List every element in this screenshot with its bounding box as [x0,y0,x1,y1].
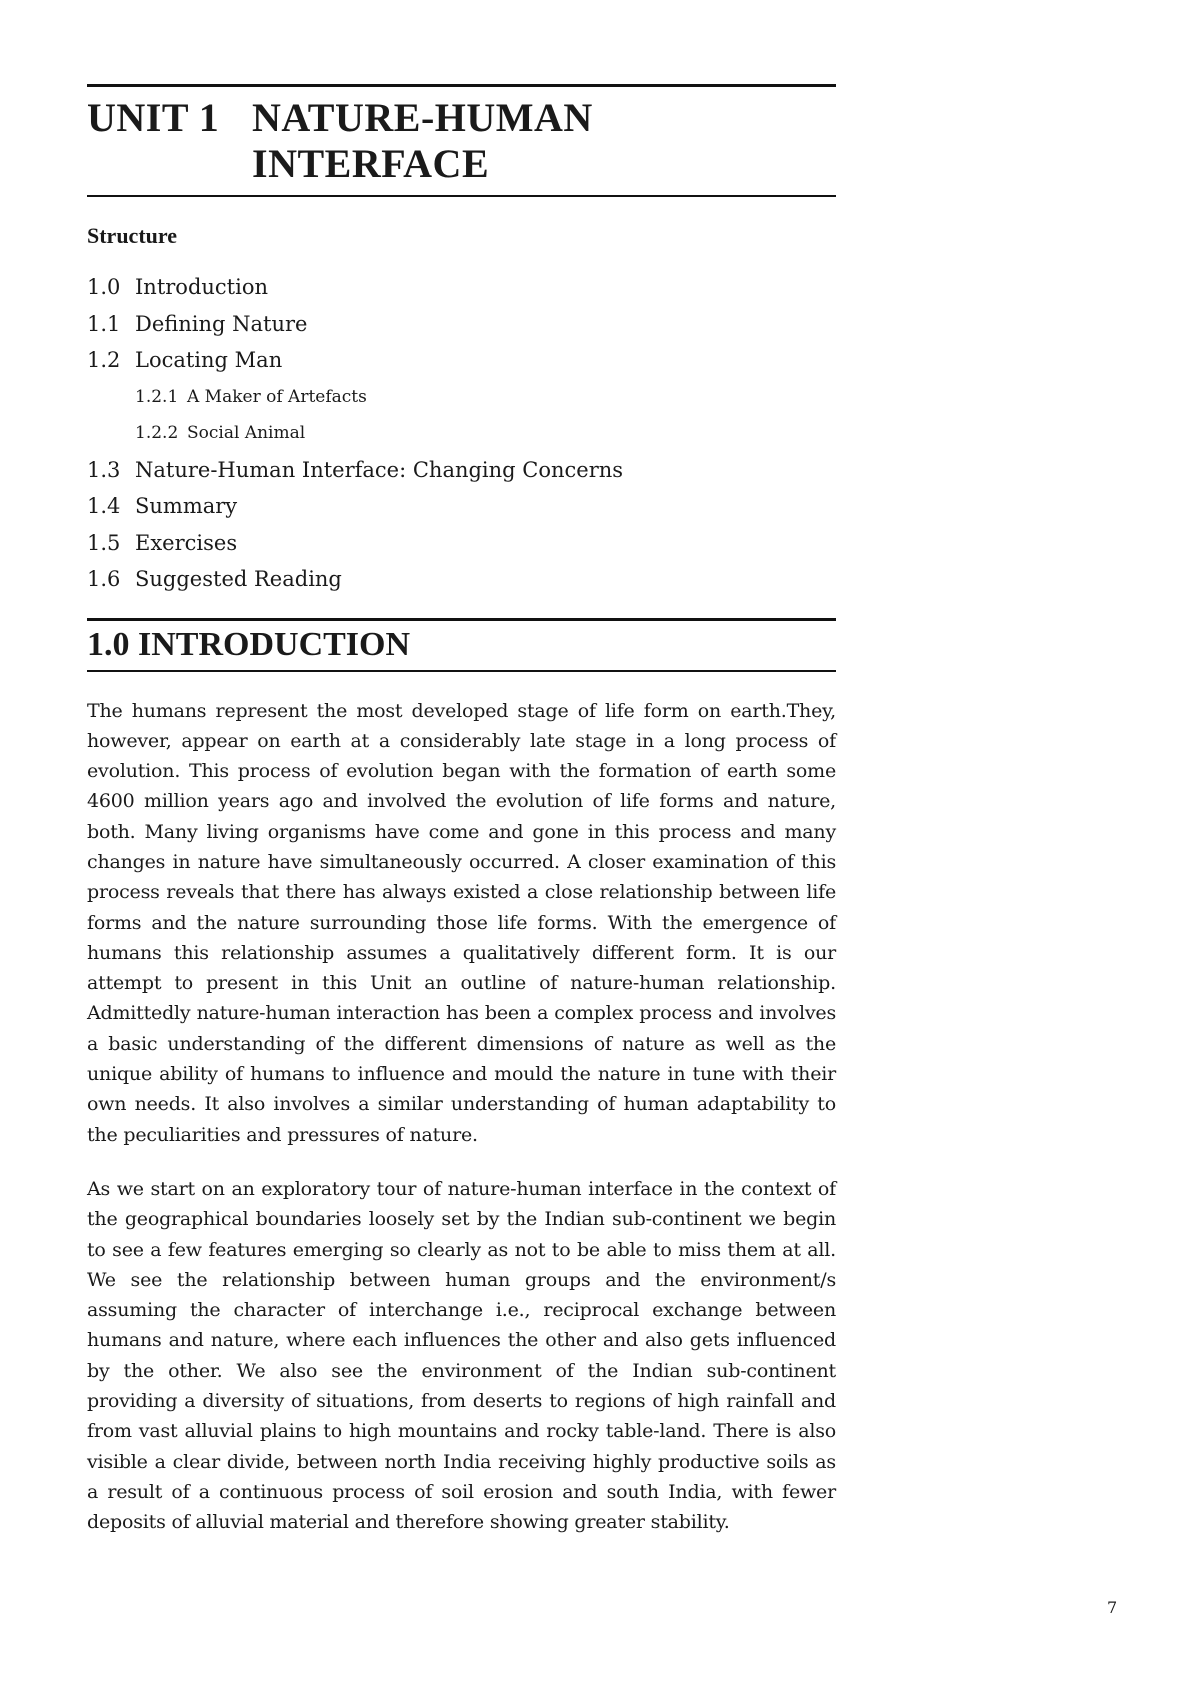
structure-heading: Structure [87,223,178,248]
toc-number: 1.1 [87,311,121,336]
toc-subitem [87,415,836,452]
toc-number: 1.4 [87,494,121,518]
toc-number: 1.6 [87,567,121,591]
toc-number: 1.2.2 [135,423,179,443]
toc-number: 1.0 [87,275,121,299]
toc-number: 1.2 [87,348,121,372]
toc-item [87,488,836,525]
introduction-section [87,618,836,1538]
toc-label: Defining Nature [135,311,308,336]
unit-title-line-2: INTERFACE [252,141,490,186]
unit-title-line-1: NATURE-HUMAN [252,95,593,140]
unit-title [87,87,836,195]
toc-label: Summary [135,494,238,518]
page-number: 7 [1107,1598,1118,1617]
title-bottom-rule [87,195,836,197]
toc-label: Nature-Human Interface: Changing Concerns [135,457,624,482]
toc-label: Social Animal [187,423,306,443]
toc-item [87,306,836,343]
structure-list [87,269,836,598]
toc-item [87,525,836,562]
toc-item [87,342,836,379]
toc-item [87,269,836,306]
toc-label: Exercises [135,530,238,555]
toc-number: 1.3 [87,457,121,482]
body-paragraph: The humans represent the most developed stage of life form on earth.They, however, appear on earth at a considerably late stage in a long process of evolution. This process of evolution began with the formation of earth some 4600 million years ago and involved the evolution of life forms and nature, both. Many living organisms have come and gone in this process and many changes in nature have simultaneously occurred. A closer examination of this process reveals that there has always existed a close relationship between life forms and the nature surrounding those life forms. With the emergence of humans this relationship assumes a qualitatively different form. It is our attempt to present in this Unit an outline of nature-human relationship. Admittedly nature-human interaction has been a complex process and involves a basic understanding of the different dimensions of nature as well as the unique ability of humans to influence and mould the nature in tune with their own needs. It also involves a similar understanding of human adaptability to the peculiarities and pressures of nature. [87,699,836,1146]
toc-number: 1.5 [87,530,121,555]
toc-label: Suggested Reading [135,567,342,591]
toc-label: Introduction [135,275,268,299]
body-paragraph: As we start on an exploratory tour of nature-human interface in the context of the geographical boundaries loosely set by the Indian sub-continent we begin to see a few features emerging so clearly as not to be able to miss them at all. We see the relationship between human groups and the environment/s assuming the character of interchange i.e., reciprocal exchange between humans and nature, where each influences the other and also gets influenced by the other. We also see the environment of the Indian sub-continent providing a diversity of situations, from deserts to regions of high rainfall and from vast alluvial plains to high mountains and rocky table-land. There is also visible a clear divide, between north India receiving highly productive soils as a result of a continuous process of soil erosion and south India, with fewer deposits of alluvial material and therefore showing greater stability. [87,1177,836,1534]
section-bottom-rule [87,670,836,672]
toc-label: A Maker of Artefacts [187,386,367,407]
unit-label: UNIT 1 [87,95,220,140]
section-heading: 1.0 INTRODUCTION [87,625,411,663]
toc-number: 1.2.1 [135,386,179,407]
document-page [87,84,836,1538]
toc-subitem [87,379,836,416]
toc-label: Locating Man [135,348,283,372]
toc-item [87,452,836,489]
toc-item [87,561,836,598]
